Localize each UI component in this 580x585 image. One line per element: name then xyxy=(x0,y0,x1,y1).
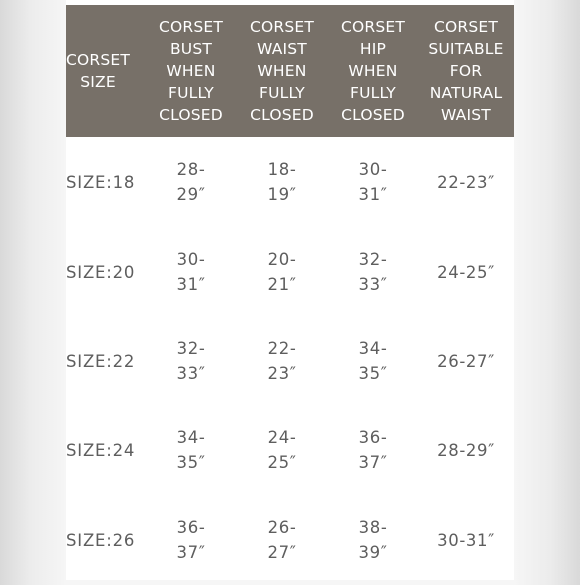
header-size xyxy=(66,5,130,137)
table-row xyxy=(66,137,514,227)
waist-cell xyxy=(236,405,328,495)
bust-value: 32- 33″ xyxy=(176,339,206,383)
header-hip xyxy=(328,5,418,137)
table-row xyxy=(66,227,514,317)
natural-waist-cell xyxy=(418,137,514,227)
waist-cell xyxy=(236,227,328,317)
waist-cell xyxy=(236,495,328,585)
hip-value: 32- 33″ xyxy=(358,250,388,294)
natural-waist-cell xyxy=(418,227,514,317)
bust-value: 30- 31″ xyxy=(176,250,206,294)
natural-waist-value: 30-31″ xyxy=(437,530,495,550)
header-bust xyxy=(146,5,236,137)
size-cell xyxy=(66,227,146,317)
bust-cell xyxy=(146,137,236,227)
waist-cell xyxy=(236,137,328,227)
bust-value: 36- 37″ xyxy=(176,518,206,562)
hip-value: 34- 35″ xyxy=(358,339,388,383)
hip-value: 38- 39″ xyxy=(358,518,388,562)
hip-cell xyxy=(328,405,418,495)
waist-value: 20- 21″ xyxy=(267,250,297,294)
header-size-label: CORSET SIZE xyxy=(65,51,131,91)
hip-cell xyxy=(328,227,418,317)
size-cell xyxy=(66,137,146,227)
table-row xyxy=(66,405,514,495)
hip-value: 30- 31″ xyxy=(358,160,388,204)
bust-value: 28- 29″ xyxy=(176,160,206,204)
header-natural-waist-label: CORSET SUITABLE FOR NATURAL WAIST xyxy=(428,18,504,124)
table-header xyxy=(66,5,514,137)
bust-cell xyxy=(146,495,236,585)
size-cell xyxy=(66,316,146,406)
natural-waist-value: 28-29″ xyxy=(437,440,495,460)
header-bust-label: CORSET BUST WHEN FULLY CLOSED xyxy=(158,18,224,124)
bust-cell xyxy=(146,316,236,406)
header-hip-label: CORSET HIP WHEN FULLY CLOSED xyxy=(340,18,406,124)
size-value: SIZE:20 xyxy=(66,262,136,282)
header-waist xyxy=(236,5,328,137)
size-value: SIZE:26 xyxy=(66,530,136,550)
natural-waist-value: 22-23″ xyxy=(437,172,495,192)
waist-value: 26- 27″ xyxy=(267,518,297,562)
hip-cell xyxy=(328,137,418,227)
size-cell xyxy=(66,405,146,495)
bust-cell xyxy=(146,227,236,317)
size-cell xyxy=(66,495,146,585)
table-row xyxy=(66,316,514,406)
size-value: SIZE:24 xyxy=(66,440,136,460)
natural-waist-value: 24-25″ xyxy=(437,262,495,282)
size-value: SIZE:18 xyxy=(66,172,136,192)
header-natural-waist xyxy=(418,5,514,137)
natural-waist-cell xyxy=(418,405,514,495)
size-chart-sheet xyxy=(66,0,514,580)
bust-value: 34- 35″ xyxy=(176,428,206,472)
bust-cell xyxy=(146,405,236,495)
waist-value: 18- 19″ xyxy=(267,160,297,204)
waist-value: 24- 25″ xyxy=(267,428,297,472)
header-waist-label: CORSET WAIST WHEN FULLY CLOSED xyxy=(249,18,315,124)
waist-cell xyxy=(236,316,328,406)
hip-cell xyxy=(328,316,418,406)
hip-value: 36- 37″ xyxy=(358,428,388,472)
natural-waist-cell xyxy=(418,316,514,406)
table-row xyxy=(66,495,514,585)
natural-waist-cell xyxy=(418,495,514,585)
hip-cell xyxy=(328,495,418,585)
size-value: SIZE:22 xyxy=(66,351,136,371)
waist-value: 22- 23″ xyxy=(267,339,297,383)
natural-waist-value: 26-27″ xyxy=(437,351,495,371)
